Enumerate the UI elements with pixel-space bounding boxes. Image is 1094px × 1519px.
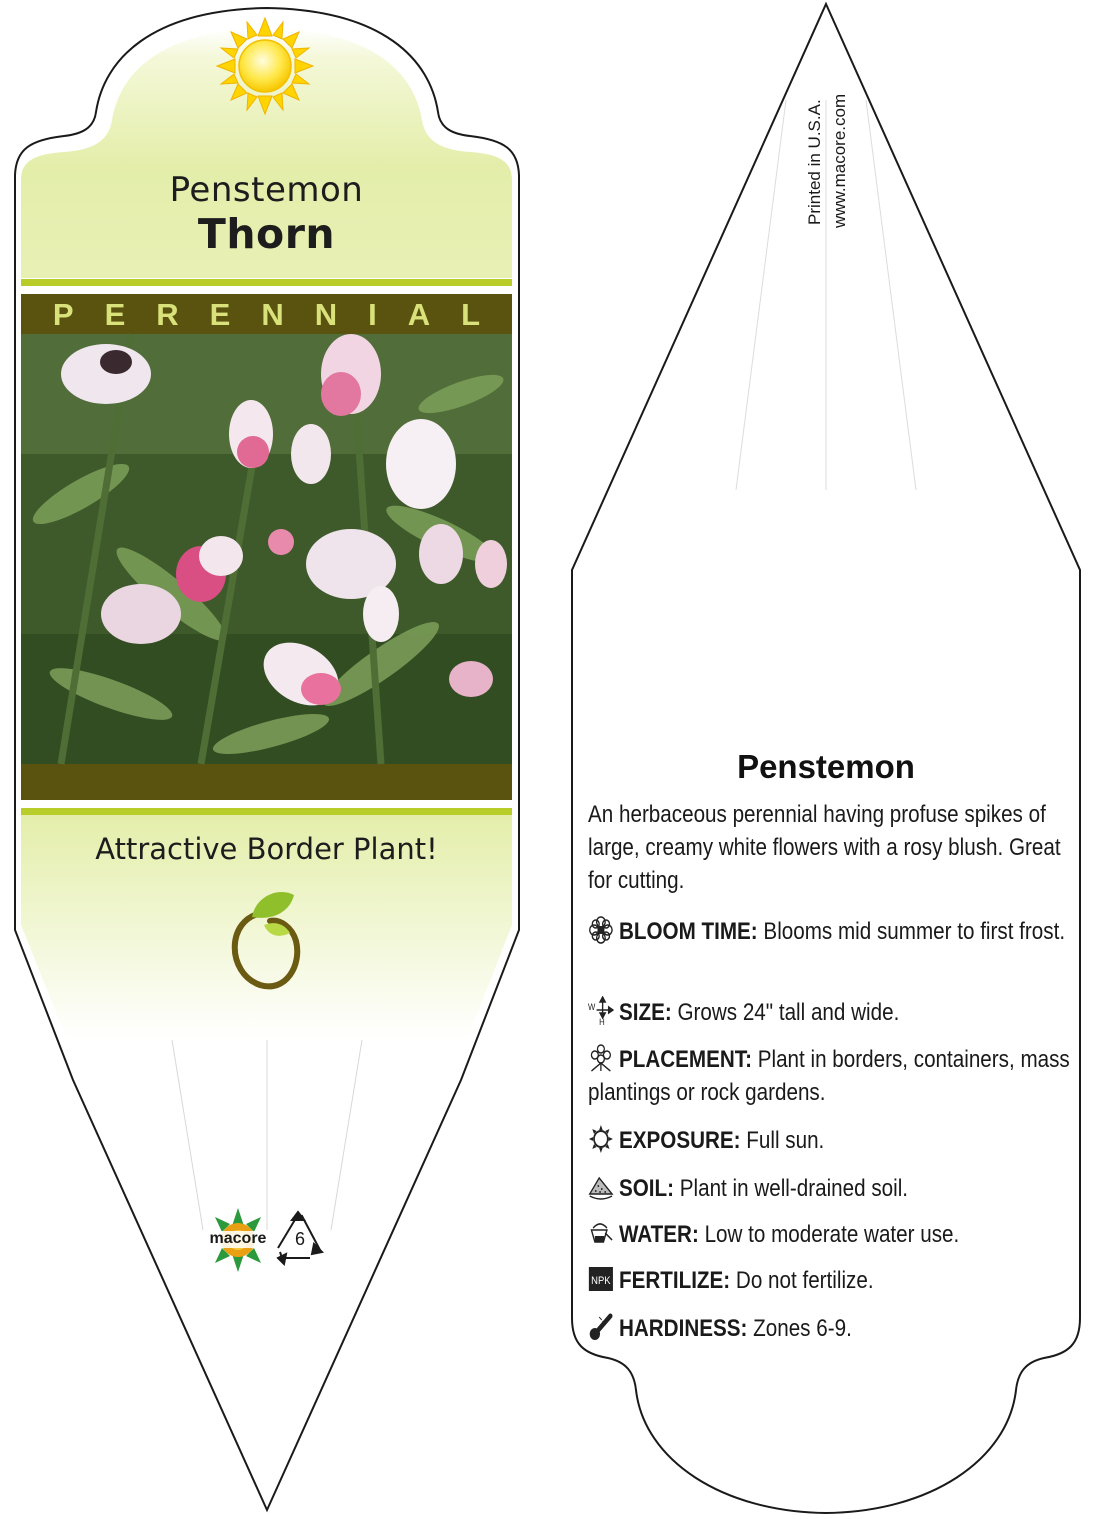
sun-icon [217,18,313,114]
hardiness-text: Zones 6-9. [753,1315,852,1342]
sun-icon [588,1124,614,1154]
thermometer-icon [588,1312,614,1342]
plant-category: PERENNIAL [52,297,512,332]
plant-name: Penstemon [169,170,364,210]
front-bottom-band [21,764,512,800]
brand-label: macore [209,1230,267,1247]
printed-in-label: Printed in U.S.A. [805,99,824,225]
placement-icon [588,1043,614,1073]
fertilize-text: Do not fertilize. [735,1267,874,1294]
plant-photo [21,334,512,764]
fertilize-label: FERTILIZE: [618,1267,731,1294]
info-size [588,996,1076,1029]
front-accent-line-bottom [21,808,512,815]
soil-label: SOIL: [618,1175,674,1202]
watering-can-icon [588,1218,614,1248]
info-placement [588,1043,1076,1109]
info-bloom-time [588,915,1076,948]
exposure-label: EXPOSURE: [618,1127,741,1154]
description: An herbaceous perennial having profuse spikes of large, creamy white flowers with a rosy blush. Great for cutting. [588,801,1061,894]
bloom-label: BLOOM TIME: [618,918,758,945]
soil-text: Plant in well-drained soil. [679,1175,909,1202]
front-accent-line-top [21,279,512,286]
hardiness-label: HARDINESS: [618,1315,748,1342]
website-label: www.macore.com [830,93,849,228]
placement-label: PLACEMENT: [618,1046,752,1073]
size-icon [588,996,614,1026]
placement-text: Plant in borders, containers, mass plantings or rock gardens. [588,1046,1070,1106]
water-text: Low to moderate water use. [704,1221,960,1248]
tagline: Attractive Border Plant! [95,832,438,866]
size-text: Grows 24" tall and wide. [677,999,900,1026]
info-exposure [588,1124,1076,1157]
info-fertilize [588,1264,1076,1297]
size-label: SIZE: [618,999,672,1026]
svg-text:H: H [599,1016,605,1026]
svg-text:NPK: NPK [591,1275,611,1288]
soil-icon [588,1172,614,1202]
bloom-text: Blooms mid summer to first frost. [763,918,1066,945]
flower-icon [588,915,614,945]
plant-variety: Thorn [197,210,336,258]
water-label: WATER: [618,1221,699,1248]
recycle-number: 6 [294,1229,305,1249]
exposure-text: Full sun. [746,1127,825,1154]
info-hardiness [588,1312,1076,1345]
info-water [588,1218,1076,1251]
svg-text:W: W [588,1001,596,1013]
npk-icon [588,1264,614,1294]
back-heading: Penstemon [737,748,915,785]
info-soil [588,1172,1076,1205]
